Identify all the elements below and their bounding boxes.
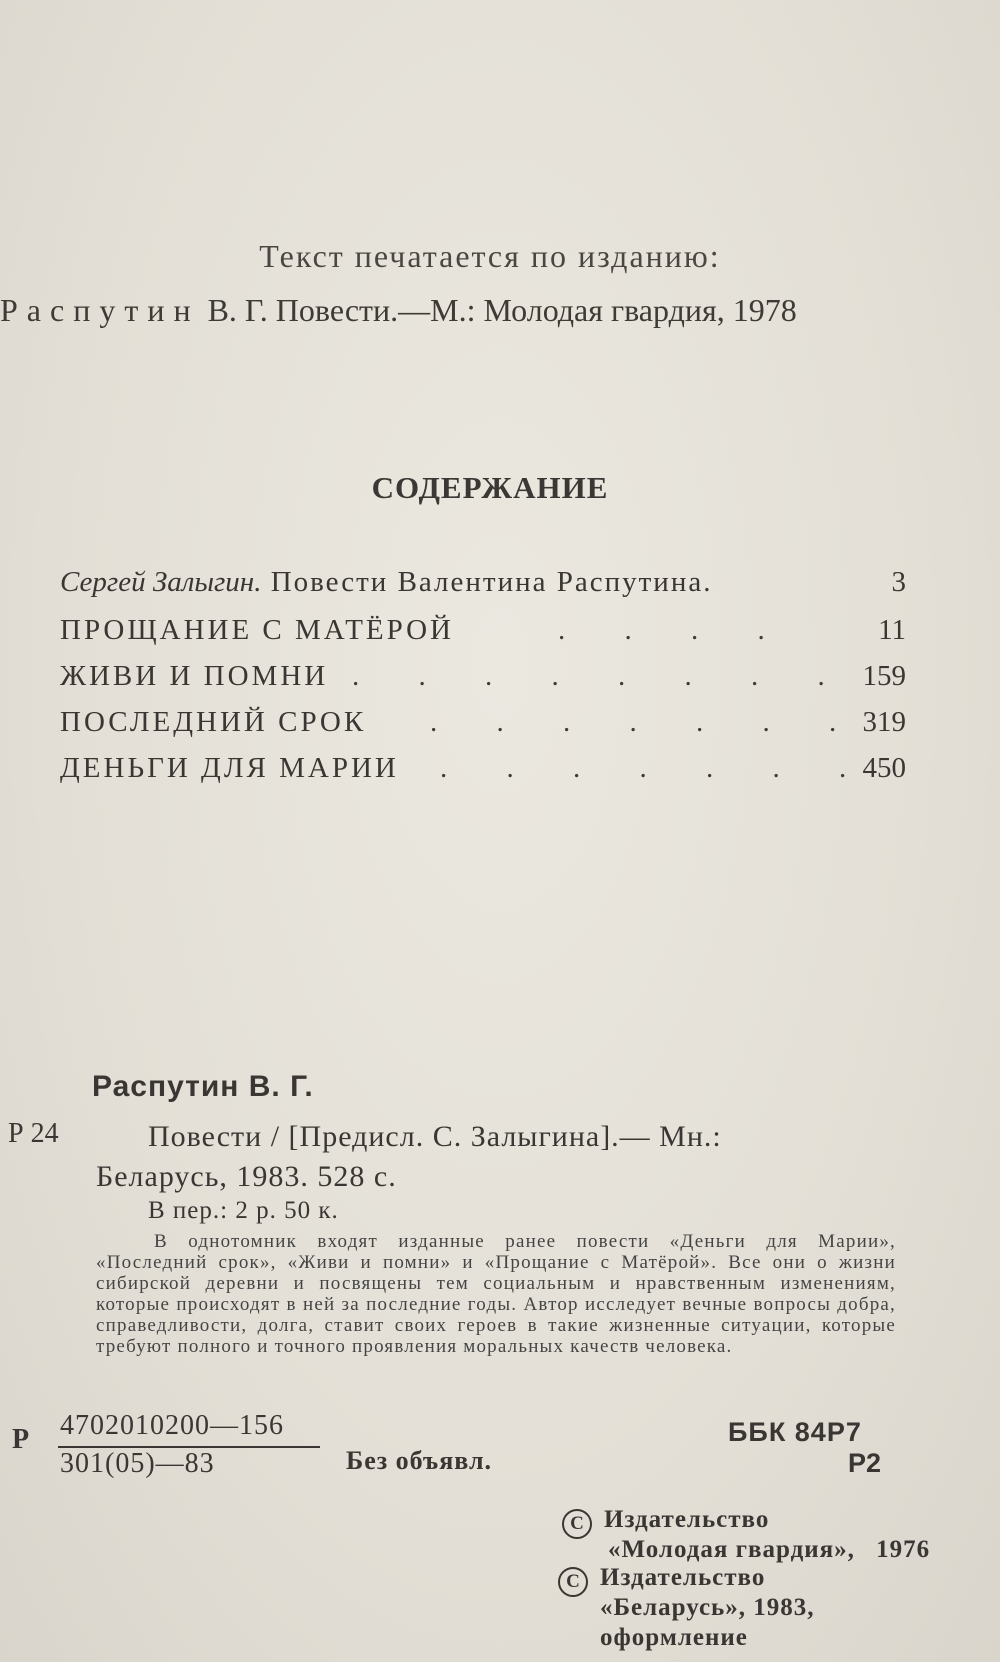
toc-title: ЖИВИ И ПОМНИ: [60, 660, 329, 692]
toc-title: ПОСЛЕДНИЙ СРОК: [60, 706, 367, 738]
copyright-publisher-name: «Беларусь», 1983,: [600, 1594, 815, 1621]
source-citation-text: В. Г. Повести.—М.: Молодая гвардия, 1978: [207, 292, 797, 328]
copyright-year: 1976: [876, 1536, 931, 1563]
card-title-part2: С. Залыгина].— Мн.:: [432, 1120, 722, 1153]
bbk-code: ББК 84Р7: [728, 1417, 862, 1447]
card-class-code: Р 24: [8, 1118, 59, 1149]
toc-dot-leader: . . . . . . . .: [352, 660, 851, 692]
source-note-label: Текст печатается по изданию:: [259, 238, 721, 274]
bbk-subcode: Р2: [848, 1448, 882, 1478]
toc-preface-author: Сергей Залыгин.: [60, 566, 262, 598]
toc-row: [60, 752, 906, 792]
copyright-publisher-name: [608, 1536, 930, 1564]
isbn-numerator: 4702010200—156: [60, 1410, 284, 1441]
no-ad-note: Без объявл.: [346, 1446, 493, 1475]
toc-preface-text: Повести Валентина Распутина.: [270, 566, 713, 598]
toc-title: ПРОЩАНИЕ С МАТЁРОЙ: [60, 614, 454, 646]
card-price: В пер.: 2 р. 50 к.: [148, 1197, 339, 1224]
toc-dot-leader: . . . .: [558, 614, 791, 646]
isbn-letter: Р: [12, 1424, 30, 1455]
toc-row: [60, 614, 906, 654]
copyright-publisher-label: Издательство: [600, 1564, 766, 1591]
toc-page-number: 3: [891, 566, 906, 598]
toc-page-number: 450: [862, 752, 906, 784]
toc-row-preface: [60, 566, 906, 606]
source-citation: [0, 292, 797, 329]
copyright-design-note: оформление: [600, 1624, 748, 1651]
card-title: [148, 1120, 722, 1154]
copyright-publisher-label: Издательство: [604, 1506, 770, 1533]
card-imprint: Беларусь, 1983. 528 с.: [96, 1160, 397, 1193]
toc-title: ДЕНЬГИ ДЛЯ МАРИИ: [60, 752, 399, 784]
copyright-icon: C: [562, 1509, 592, 1539]
toc-page-number: 11: [878, 614, 906, 646]
toc-dot-leader: . . . . . . .: [430, 706, 863, 738]
toc-page-number: 319: [862, 706, 906, 738]
source-author: Распутин: [0, 292, 200, 328]
contents-heading: СОДЕРЖАНИЕ: [371, 470, 609, 505]
toc-dot-leader: . . . . . . .: [440, 752, 873, 784]
toc-row: [60, 660, 906, 700]
toc-preface-title: [60, 566, 712, 599]
copyright-icon: C: [558, 1567, 588, 1597]
isbn-denominator: 301(05)—83: [60, 1448, 215, 1479]
toc-row: [60, 706, 906, 746]
card-author: Распутин В. Г.: [92, 1070, 314, 1103]
toc-page-number: 159: [862, 660, 906, 692]
copyright-publisher-name-text: «Молодая гвардия»,: [608, 1536, 855, 1563]
card-title-part1: Повести / [Предисл.: [148, 1120, 425, 1153]
card-annotation: В однотомник входят изданные ранее повести «Деньги для Марии», «Последний срок», «Живи и помни» и «Прощание с Матёрой». Все они о жизни сибирской деревни и посвящены тем социальным и нравственным изменениям, которые происходят в ней за последние годы. Автор исследует вечные вопросы добра, справедливости, долга, ставит своих героев в такие жизненные ситуации, которые требуют полного и точного проявления моральных качеств человека.: [96, 1231, 896, 1357]
